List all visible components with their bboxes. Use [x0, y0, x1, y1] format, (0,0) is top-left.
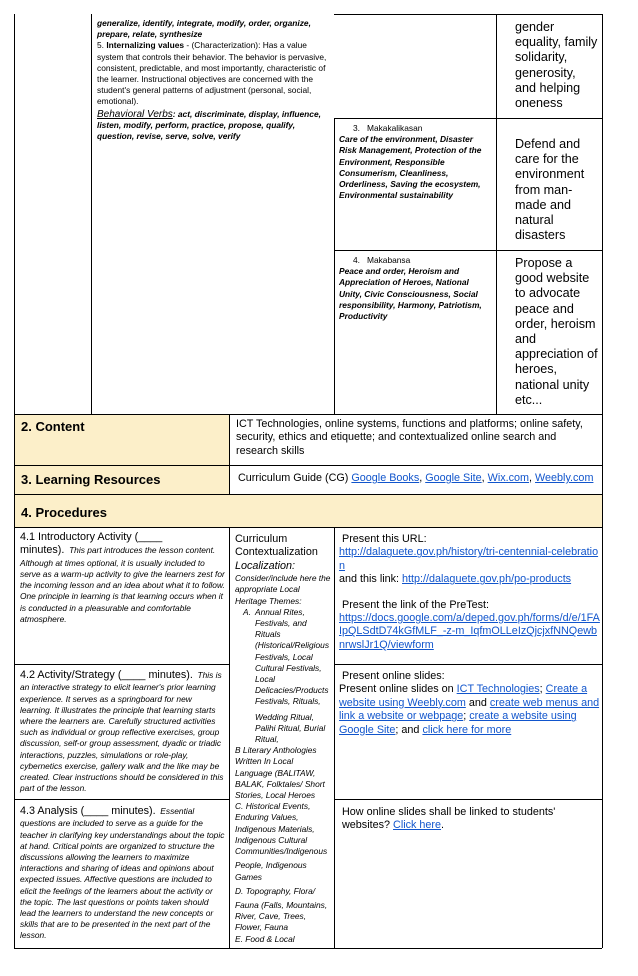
content-label: 2. Content	[21, 419, 85, 434]
item-title: Internalizing values	[106, 40, 185, 51]
separator: ; and	[395, 723, 423, 736]
synthesis-verbs: generalize, identify, integrate, modify, order, organize, prepare, relate, synthesize	[97, 18, 311, 40]
google-site-link[interactable]: Google Site	[425, 472, 482, 484]
present-url-text: Present this URL:	[342, 533, 427, 545]
procedure-minutes: (____ minutes).	[20, 531, 163, 557]
row-divider-3	[334, 118, 602, 119]
behavioral-verbs-label: Behavioral Verbs	[97, 108, 173, 120]
weebly-link[interactable]: Weebly.com	[535, 472, 594, 484]
row-divider-4	[334, 250, 602, 251]
theme-a-label: A.	[243, 606, 251, 617]
value-heading	[339, 123, 493, 134]
top-border	[334, 14, 602, 15]
tri-centennial-link[interactable]: http://dalaguete.gov.ph/history/tri-centennial-celebration	[339, 546, 599, 572]
procedure-title: 4.2 Activity/Strategy	[20, 669, 115, 681]
contextualization-title: Curriculum Contextualization	[235, 533, 318, 559]
value-description: Care of the environment, Disaster Risk Management, Protection of the Environment, Responsible Consumerism, Cleanliness, Orderliness, Saving the ecosystem, Environmental sustainability	[339, 134, 482, 201]
and-link-text: and this link:	[339, 573, 403, 586]
separator: ,	[419, 472, 426, 484]
resources-links-cell-2	[339, 670, 601, 737]
procedure-4-3	[20, 805, 226, 942]
separator: ,	[481, 472, 488, 484]
value-description: Peace and order, Heroism and Appreciation of Heroes, National Unity, Civic Consciousness, Social responsibility, Harmony, Patriotism, Productivity	[339, 266, 482, 322]
value-task-2: Defend and care for the environment from man-made and natural disasters	[515, 137, 585, 243]
proc-col2-left	[229, 527, 230, 948]
procedure-4-2	[20, 669, 226, 794]
separator: ,	[529, 472, 536, 484]
po-products-link[interactable]: http://dalaguete.gov.ph/po-products	[402, 573, 572, 586]
theme-d2: Fauna (Falls, Mountains, River, Cave, Trees, Flower, Fauna	[235, 899, 328, 933]
localization-label: Localization:	[235, 559, 296, 572]
present-slides-heading: Present online slides:	[342, 670, 445, 682]
procedures-label: 4. Procedures	[21, 505, 107, 520]
resources-prefix: Curriculum Guide (CG)	[238, 472, 352, 484]
pretest-text: Present the link of the PreTest:	[342, 598, 490, 611]
procedure-description: Essential questions are included to serve as a guide for the teacher in clarifying key understandings about the topic at hand. Critical points are organized to structure the discussions allowing the learners to maximize interactions and sharing of ideas and opinions about expected issues. Affective questions are included to elicit the feelings of the learners about the activity or the topic. The last questions or points taken should lead the learners to understand the new concepts or skills that are to be presented in the next part of the lesson.	[20, 806, 225, 941]
table-bottom	[14, 948, 602, 949]
content-mid	[229, 414, 230, 494]
col4-left-border	[496, 14, 497, 414]
separator: ;	[463, 710, 470, 723]
slides-question: How online slides shall be linked to students' websites?	[342, 806, 556, 832]
value-task-1: gender equality, family solidarity, generosity, and helping oneness	[515, 20, 598, 111]
theme-b: B Literary Anthologies Written In Local Language (BALITAW, BALAK, Folktales/ Short Stories, Local Heroes	[235, 745, 325, 801]
period: .	[441, 819, 445, 832]
value-cell-makabansa	[339, 255, 493, 322]
proc-col3-left	[334, 527, 335, 948]
value-task-3: Propose a good website to advocate peace and order, heroism and appreciation of heroes, national unity etc...	[515, 256, 598, 407]
separator: and	[465, 696, 490, 709]
ict-technologies-link[interactable]: ICT Technologies	[456, 683, 540, 696]
google-books-link[interactable]: Google Books	[351, 472, 420, 484]
procedure-minutes: (____ minutes).	[114, 669, 193, 681]
theme-d: D. Topography, Flora/	[235, 885, 316, 896]
weebly-slides-link[interactable]: Create a website using Weebly.com	[339, 683, 588, 709]
procedure-4-1	[20, 531, 226, 625]
click-here-more-link[interactable]: click here for more	[422, 723, 512, 736]
localization-intro: Consider/include here the appropriate Local Heritage Themes:	[235, 573, 331, 606]
behavioral-verbs-list: : act, discriminate, display, influence, listen, modify, perform, practice, propose, qualify, question, revise, serve, solve, verify	[97, 108, 321, 142]
value-number: 3.	[353, 123, 360, 133]
behavioral-verbs	[97, 109, 331, 143]
pretest-form-link[interactable]: https://docs.google.com/a/deped.gov.ph/forms/d/e/1FAIpQLSdtD74kGfMLF_-z-m_IqfmOLLeIzQjcjxfNNQewbnrwslJr1Q/viewform	[339, 612, 600, 651]
theme-a-text: Annual Rites, Festivals, and Rituals (Historical/Religious Festivals, Local Cultural Festivals, Local Delicacies/Products Festivals, Rituals,	[255, 606, 330, 707]
theme-a	[235, 607, 332, 708]
value-name: Makabansa	[366, 255, 411, 265]
item-number: 5.	[97, 40, 104, 51]
content-text: ICT Technologies, online systems, functions and platforms; online safety, security, ethics and etiquette; and contextualized online search and research skills	[236, 418, 583, 457]
item-description: - (Characterization): Has a value system that controls their behavior. The behavior is pervasive, consistent, predictable, and most importantly, characteristic of the learner. Instructional objectives are concerned with the student's general patterns of adjustment (personal, social, emotional).	[97, 40, 327, 107]
procedure-title: 4.3 Analysis	[20, 805, 78, 817]
web-menus-link[interactable]: create web menus and link a website or webpage	[339, 696, 600, 723]
click-here-link[interactable]: Click here	[393, 819, 442, 832]
wix-link[interactable]: Wix.com	[487, 472, 530, 484]
proc-row2-top-b	[334, 664, 602, 665]
procedure-description: This is an interactive strategy to elicit learner's prior learning experience. It serves as a springboard for new learning. It illustrates the principle that learning starts where the learners are. Carefully structured activities such as individual or group reflective exercises, group discussion, self-or group assessment, dyadic or triadic interactions, puzzles, simulations or role-play, cybernetics exercise, gallery walk and the like may be created. Clear instructions should be considered in this part of the lesson.	[20, 670, 224, 794]
table-right-border	[602, 14, 603, 948]
proc-row3-top-b	[334, 799, 602, 800]
value-name: Makakalikasan	[366, 123, 423, 133]
value-number: 4.	[353, 255, 360, 265]
taxonomy-cell	[97, 18, 331, 142]
resources-links-cell-1	[339, 533, 601, 652]
theme-c2: People, Indigenous Games	[235, 860, 307, 882]
theme-a-text2: Wedding Ritual, Palihi Ritual, Burial Ritual,	[255, 711, 326, 745]
contextualization-cell	[235, 533, 332, 945]
theme-e: E. Food & Local	[235, 933, 295, 944]
theme-c: C. Historical Events, Enduring Values, Indigenous Materials, Indigenous Cultural Communities/Indigenous	[235, 801, 328, 857]
procedures-bottom	[14, 527, 602, 528]
procedure-title: 4.1 Introductory Activity	[20, 531, 132, 543]
procedure-description: This part introduces the lesson content. Although at times optional, it is usually included to serve as a warm-up activity to give the learners zest for the incoming lesson and an idea about what it to follow. One principle in learning is that learning occurs when it is conducted in a pleasurable and comfortable atmosphere.	[20, 545, 225, 624]
resources-text	[238, 472, 600, 485]
proc-row3-top-a	[14, 799, 229, 800]
procedure-minutes: (____ minutes).	[77, 805, 156, 817]
internalizing-values-item	[97, 40, 331, 107]
resources-links-cell-3	[339, 806, 601, 833]
value-cell-makakalikasan	[339, 123, 493, 201]
separator: ;	[539, 683, 543, 696]
col3-left-border	[334, 118, 335, 414]
resources-label: 3. Learning Resources	[21, 472, 161, 487]
table-left-border	[14, 14, 15, 414]
google-site-slides-link[interactable]: create a website using Google Site	[339, 710, 577, 736]
value-heading	[339, 255, 493, 266]
present-slides-text: Present online slides on	[339, 683, 457, 696]
proc-row2-top-a	[14, 664, 229, 665]
col2-left-border	[91, 14, 92, 414]
